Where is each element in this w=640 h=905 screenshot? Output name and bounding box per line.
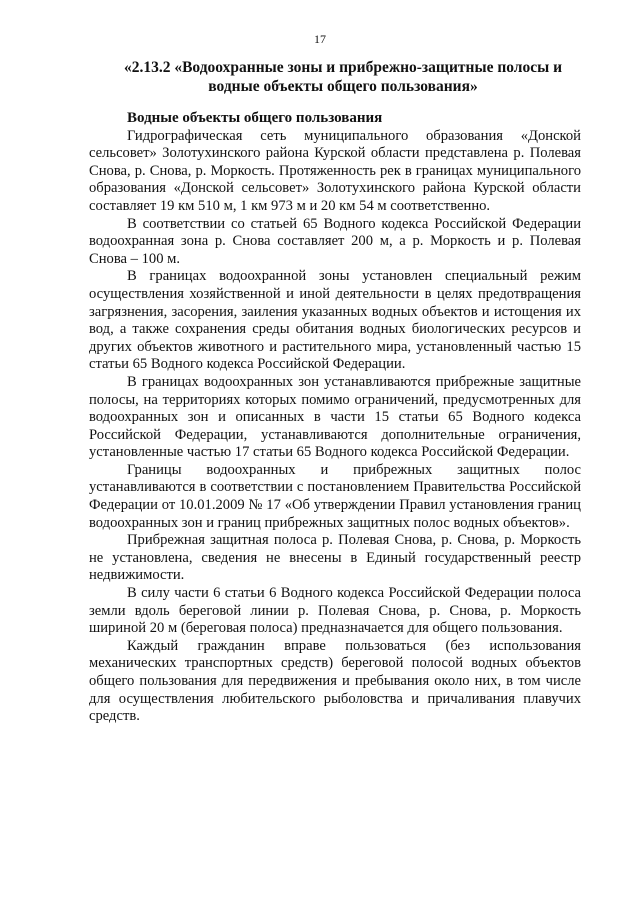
paragraph: Каждый гражданин вправе пользоваться (без использования механических транспортных средств) береговой полосой водных объектов общего пользования для передвижения и пребывания около них, в том числе для осуществления любительского рыболовства и причаливания плавучих средств. bbox=[89, 637, 581, 725]
document-body bbox=[89, 110, 581, 726]
paragraph: Гидрографическая сеть муниципального образования «Донской сельсовет» Золотухинского района Курской области представлена р. Полевая Снова, р. Снова, р. Моркость. Протяженность рек в границах муниципального образования «Донской сельсовет» Золотухинского района Курской области составляет 19 км 510 м, 1 км 973 м и 20 км 54 м соответственно. bbox=[89, 127, 581, 214]
paragraph: В границах водоохранной зоны установлен специальный режим осуществления хозяйственной и иной деятельности в целях предотвращения загрязнения, засорения, заиления указанных водных объектов и истощения их вод, а также сохранения среды обитания водных биологических ресурсов и других объектов животного и растительного мира, установленный частью 15 статьи 65 Водного кодекса Российской Федерации. bbox=[89, 268, 581, 373]
paragraph: В границах водоохранных зон устанавливаются прибрежные защитные полосы, на территориях которых помимо ограничений, предусмотренных для водоохранных зон и описанных в части 15 статьи 65 Водного кодекса Российской Федерации, устанавливаются дополнительные ограничения, установленные частью 17 статьи 65 Водного кодекса Российской Федерации. bbox=[89, 373, 581, 461]
paragraph: Прибрежная защитная полоса р. Полевая Снова, р. Снова, р. Моркость не установлена, сведения не внесены в Единый государственный реестр недвижимости. bbox=[89, 532, 581, 584]
page-number: 17 bbox=[314, 32, 326, 46]
paragraph: В силу части 6 статьи 6 Водного кодекса Российской Федерации полоса земли вдоль береговой линии р. Полевая Снова, р. Снова, р. Моркость шириной 20 м (береговая полоса) предназначается для общего пользования. bbox=[89, 585, 581, 637]
subheading: Водные объекты общего пользования bbox=[127, 110, 383, 126]
paragraph: В соответствии со статьей 65 Водного кодекса Российской Федерации водоохранная зона р. Снова составляет 200 м, а р. Моркость и р. Полевая Снова – 100 м. bbox=[89, 215, 581, 267]
paragraph: Границы водоохранных и прибрежных защитных полос устанавливаются в соответствии с постановлением Правительства Российской Федерации от 10.01.2009 № 17 «Об утверждении Правил установления границ водоохранных зон и границ прибрежных защитных полос водных объектов». bbox=[89, 461, 581, 531]
section-title: «2.13.2 «Водоохранные зоны и прибрежно-защитные полосы и водные объекты общего пользования» bbox=[123, 59, 563, 95]
